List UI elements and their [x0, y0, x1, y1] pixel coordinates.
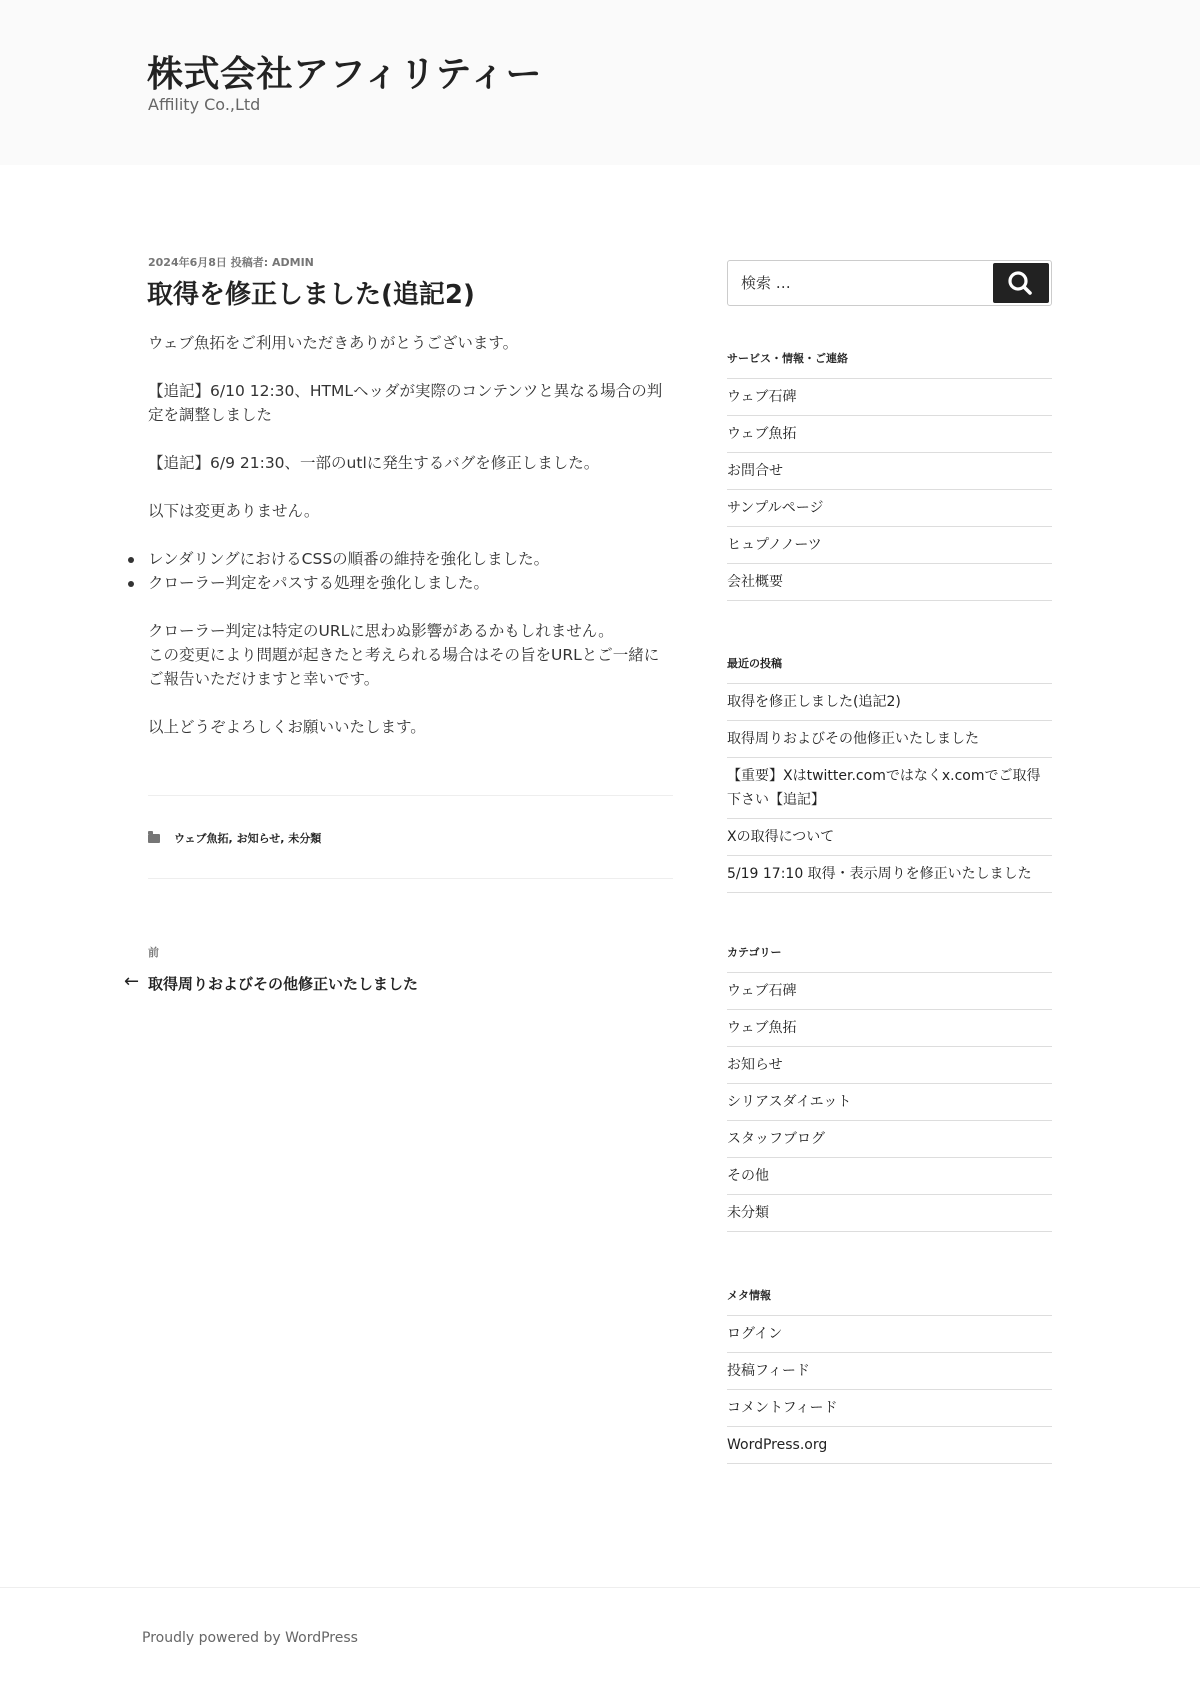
widget-title: メタ情報	[727, 1277, 1052, 1316]
sidebar-item-link[interactable]: 会社概要	[727, 564, 1052, 601]
site-description: Affility Co.,Ltd	[148, 95, 261, 114]
sidebar-item-link[interactable]: ウェブ魚拓	[727, 416, 1052, 453]
search-button[interactable]	[993, 263, 1049, 303]
category-link[interactable]: ウェブ魚拓	[727, 1010, 1052, 1047]
category-link[interactable]: ウェブ石碑	[727, 973, 1052, 1010]
post-paragraph: 以下は変更ありません。	[148, 502, 320, 520]
search-form	[727, 260, 1052, 306]
widget-list	[727, 684, 1052, 893]
post-paragraph: 以上どうぞよろしくお願いいたします。	[148, 718, 426, 736]
recent-post-link[interactable]: 【重要】Xはtwitter.comではなくx.comでご取得下さい【追記】	[727, 758, 1052, 819]
post-paragraph: ウェブ魚拓をご利用いただきありがとうございます。	[148, 334, 519, 352]
category-link-list[interactable]: ウェブ魚拓, お知らせ, 未分類	[174, 832, 322, 845]
meta-link[interactable]: WordPress.org	[727, 1427, 1052, 1464]
recent-post-link[interactable]: 5/19 17:10 取得・表示周りを修正いたしました	[727, 856, 1052, 893]
post-content	[148, 331, 673, 763]
widget-title: 最近の投稿	[727, 645, 1052, 684]
meta-link[interactable]: ログイン	[727, 1316, 1052, 1353]
widget-services	[727, 340, 1052, 601]
list-item: クローラー判定をパスする処理を強化しました。	[148, 571, 673, 595]
list-item: レンダリングにおけるCSSの順番の維持を強化しました。	[148, 547, 673, 571]
search-icon	[993, 263, 1049, 303]
meta-link[interactable]: コメントフィード	[727, 1390, 1052, 1427]
site-footer	[0, 1587, 1200, 1684]
post-paragraph: 【追記】6/10 12:30、HTMLヘッダが実際のコンテンツと異なる場合の判定を調整しました	[148, 382, 663, 424]
category-link[interactable]: シリアスダイエット	[727, 1084, 1052, 1121]
arrow-left-icon[interactable]: ←	[124, 971, 140, 992]
widget-title: サービス・情報・ご連絡	[727, 340, 1052, 379]
widget-list	[727, 973, 1052, 1232]
powered-by-link[interactable]: Proudly powered by WordPress	[142, 1630, 358, 1646]
post-paragraph	[148, 619, 673, 691]
category-link[interactable]: 未分類	[727, 1195, 1052, 1232]
sidebar-item-link[interactable]: ウェブ石碑	[727, 379, 1052, 416]
search-input[interactable]	[729, 262, 974, 304]
site-title[interactable]: 株式会社アフィリティー	[147, 54, 543, 95]
post-paragraph: 【追記】6/9 21:30、一部のutlに発生するバグを修正しました。	[148, 454, 600, 472]
sidebar-item-link[interactable]: ヒュプノノーツ	[727, 527, 1052, 564]
previous-post-label: 前	[148, 946, 159, 959]
widget-title: カテゴリー	[727, 934, 1052, 973]
widget-list	[727, 379, 1052, 601]
post-list	[148, 547, 673, 595]
post-title: 取得を修正しました(追記2)	[147, 280, 475, 310]
sidebar-item-link[interactable]: サンプルページ	[727, 490, 1052, 527]
meta-link[interactable]: 投稿フィード	[727, 1353, 1052, 1390]
widget-meta	[727, 1277, 1052, 1464]
widget-categories	[727, 934, 1052, 1232]
recent-post-link[interactable]: 取得周りおよびその他修正いたしました	[727, 721, 1052, 758]
sidebar-item-link[interactable]: お問合せ	[727, 453, 1052, 490]
category-link[interactable]: スタッフブログ	[727, 1121, 1052, 1158]
post-meta: 2024年6月8日 投稿者: ADMIN	[148, 256, 314, 269]
post-paragraph-line: クローラー判定は特定のURLに思わぬ影響があるかもしれません。	[148, 622, 614, 640]
entry-footer	[148, 795, 673, 879]
category-link[interactable]: その他	[727, 1158, 1052, 1195]
category-link[interactable]: お知らせ	[727, 1047, 1052, 1084]
recent-post-link[interactable]: 取得を修正しました(追記2)	[727, 684, 1052, 721]
site-header	[0, 0, 1200, 165]
widget-recent-posts	[727, 645, 1052, 893]
folder-icon	[148, 834, 160, 843]
post-paragraph-line: この変更により問題が起きたと考えられる場合はその旨をURLとご一緒にご報告いただけますと幸いです。	[148, 646, 660, 688]
widget-list	[727, 1316, 1052, 1464]
category-links	[148, 830, 321, 846]
recent-post-link[interactable]: Xの取得について	[727, 819, 1052, 856]
sidebar	[727, 260, 1052, 1453]
previous-post-link[interactable]: 取得周りおよびその他修正いたしました	[148, 975, 419, 993]
